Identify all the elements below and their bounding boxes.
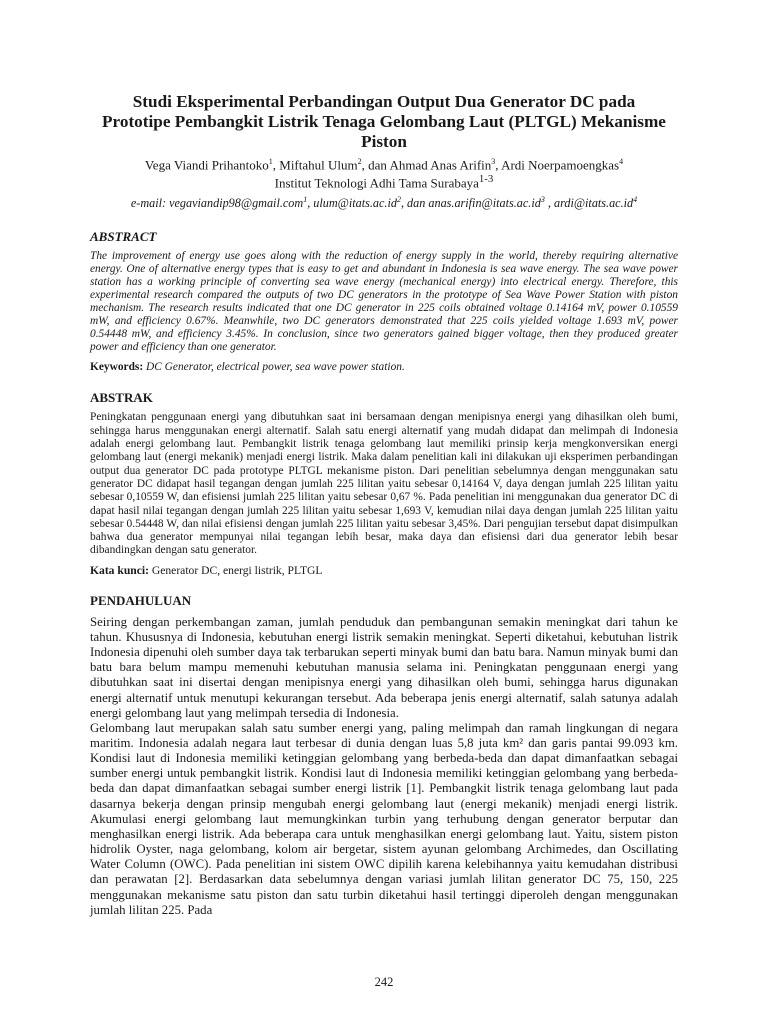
paragraph: Seiring dengan perkembangan zaman, jumlah penduduk dan pembangunan semakin meningkat dari tahun ke tahun. Khususnya di Indonesia, kebutuhan energi listrik semakin meningkat. Seperti diketahui, kebutuhan listrik Indonesia dipenuhi oleh sumber daya tak terbarukan seperti minyak bumi dan batu bara. Namun minyak bumi dan batu bara belum mampu memenuhi kebutuhan manusia selama ini. Peningkatan penggunaan energi yang dibutuhkan saat ini disertai dengan menipisnya energi yang dihasilkan oleh bumi, sehingga harus digunakan energi alternatif untuk menutupi kekurangan tersebut. Ada beberapa jenis energi alternatif, salah satunya adalah energi gelombang laut yang melimpah tersedia di Indonesia. bbox=[90, 614, 678, 720]
email-prefix: e-mail: bbox=[130, 195, 170, 210]
author-affiliation-mark: 4 bbox=[619, 157, 624, 166]
email-mark: 1 bbox=[303, 194, 308, 204]
pendahuluan-heading: PENDAHULUAN bbox=[90, 592, 192, 608]
author-separator: , bbox=[495, 157, 502, 173]
abstract-text: The improvement of energy use goes along with the reduction of energy supply in the world, thereby requiring alternative energy. One of alternative energy types that is easy to get and abundant in Indonesia is sea wave energy. The sea wave power station has a working principle of converting sea wave energy (mechanical energy) into electrical energy. Therefore, this experimental research compared the outputs of two DC generators in the prototype of Sea Wave Power Station with piston mechanism. The research results indicated that one DC generator in 225 coils obtained voltage 0.14164 mV, power 0.10559 mW, and efficiency 0.67%. Meanwhile, two DC generators demonstrated that 225 coils yielded voltage 1.693 mV, power 0.54448 mW, and efficiency 3.45%. In conclusion, since two generators gained bigger voltage, then they produced greater power and efficiency than one generator. bbox=[90, 249, 678, 354]
page-number: 242 bbox=[374, 975, 394, 989]
kata-kunci-label: Kata kunci: bbox=[90, 563, 149, 577]
paper-title bbox=[90, 92, 678, 152]
institution bbox=[90, 172, 678, 190]
email-mark: 2 bbox=[396, 194, 401, 204]
email-mark: 4 bbox=[633, 194, 638, 204]
kata-kunci bbox=[90, 564, 678, 577]
email-separator: , dan bbox=[400, 195, 429, 210]
author-list bbox=[90, 154, 678, 172]
author-name: Vega Viandi Prihantoko bbox=[144, 157, 269, 173]
institution-name: Institut Teknologi Adhi Tama Surabaya bbox=[274, 175, 479, 191]
title-line-1: Studi Eksperimental Perbandingan Output Dua Generator DC pada bbox=[132, 92, 636, 111]
email-list: e-mail: vegaviandip98@gmail.com$^1$, $ulum@itats.ac.id^2$, dan $anas.arifin@itats.ac.id^3$ , $ardi@itats.ac.id^4$ bbox=[130, 194, 638, 210]
keywords-value: DC Generator, electrical power, sea wave power station. bbox=[146, 361, 405, 374]
keywords-label: Keywords: bbox=[90, 361, 144, 374]
abstract-heading: ABSTRACT bbox=[90, 228, 157, 244]
email-mark: 3 bbox=[540, 194, 545, 204]
paragraph: Gelombang laut merupakan salah satu sumber energi yang, paling melimpah dan ramah lingkungan di negara maritim. Indonesia adalah negara laut terbesar di dunia dengan luas 5,8 juta km² dan garis pantai 99.093 km. Kondisi laut di Indonesia memiliki ketinggian gelombang yang berbeda-beda dan dapat dimanfaatkan sebagai sumber energi untuk pembangkit listrik. Kondisi laut di Indonesia memiliki ketinggian gelombang yang berbeda-beda dan dapat dimanfaatkan sebagai sumber energi listrik [1]. Pembangkit listrik tenaga gelombang laut pada dasarnya bekerja dengan prinsip mengubah energi gelombang laut (energi mekanik) menjadi energi listrik. Akumulasi energi gelombang laut memungkinkan turbin yang terhubung dengan generator berputar dan menghasilkan energi listrik. Ada beberapa cara untuk menghasilkan energi gelombang laut. Yaitu, sistem piston hidrolik Oyster, naga gelombang, kolom air bergetar, sistem ayunan gelombang Archimedes, dan Oscillating Water Column (OWC). Pada penelitian ini sistem OWC dipilih karena kelebihannya yaitu kemudahan distribusi dan perawatan [2]. Berdasarkan data sebelumnya dengan variasi jumlah lilitan generator DC 75, 150, 225 menggunakan mekanisme satu piston dan satu turbin diketahui hasil tertinggi diperoleh dengan menggunakan jumlah lilitan 225. Pada bbox=[90, 720, 678, 917]
author-name: Ardi Noerpamoengkas bbox=[501, 157, 620, 173]
email-link[interactable]: vegaviandip98@gmail.com bbox=[169, 195, 304, 210]
keywords bbox=[90, 361, 678, 374]
email-link[interactable]: ulum@itats.ac.id bbox=[313, 195, 397, 210]
title-line-3: Piston bbox=[361, 132, 407, 151]
author-name: Miftahul Ulum bbox=[279, 157, 358, 173]
email-link[interactable]: anas.arifin@itats.ac.id bbox=[428, 195, 541, 210]
abstrak-text: Peningkatan penggunaan energi yang dibutuhkan saat ini bersamaan dengan menipisnya energi yang dihasilkan oleh bumi, sehingga harus menggunakan energi alternatif. Salah satu energi alternatif yang mudah didapat dan melimpah di Indonesia adalah energi gelombang laut. Pembangkit listrik tenaga gelombang laut memiliki prinsip kerja mengkonversikan energi gelombang laut (energi mekanik) menjadi energi listrik. Maka dalam penelitian kali ini dilakukan uji eksperimen perbandingan output dua generator DC pada prototype PLTGL mekanisme piston. Dari penelitian sebelumnya dengan menggunakan satu generator DC didapat hasil tegangan dengan jumlah 225 lilitan yaitu sebesar 0,14164 V, daya dengan jumlah 225 lilitan yaitu sebesar 0,10559 W, dan efisiensi jumlah 225 lilitan yaitu sebesar 0,67 %. Pada penelitian ini menggunakan dua generator DC di dapat hasil nilai tegangan dengan jumlah 225 lilitan yaitu sebesar 1,693 V, kemudian nilai daya dengan jumlah 225 lilitan yaitu sebesar 0.54448 W, dan nilai efisiensi dengan jumlah 225 lilitan yaitu sebesar 3,45%. Dari pengujian tersebut dapat disimpulkan bahwa dua generator mempunyai nilai tegangan lebih besar, maka daya dan efisiensi dari dua generator lebih besar dibandingkan dengan satu generator. bbox=[90, 411, 678, 557]
email-link[interactable]: ardi@itats.ac.id bbox=[553, 195, 634, 210]
author-separator: , dan bbox=[361, 157, 390, 173]
kata-kunci-value: Generator DC, energi listrik, PLTGL bbox=[151, 563, 323, 577]
title-line-2: Prototipe Pembangkit Listrik Tenaga Gelombang Laut (PLTGL) Mekanisme bbox=[102, 112, 666, 131]
institution-affiliation-mark: 1-3 bbox=[478, 173, 494, 186]
abstrak-heading: ABSTRAK bbox=[90, 390, 153, 406]
author-affiliation-mark: 3 bbox=[491, 157, 496, 166]
pendahuluan-body bbox=[90, 615, 678, 918]
author-separator: , bbox=[272, 157, 280, 173]
author-affiliation-mark: 2 bbox=[357, 157, 362, 166]
author-name: Ahmad Anas Arifin bbox=[389, 157, 492, 173]
author-affiliation-mark: 1 bbox=[268, 157, 273, 166]
